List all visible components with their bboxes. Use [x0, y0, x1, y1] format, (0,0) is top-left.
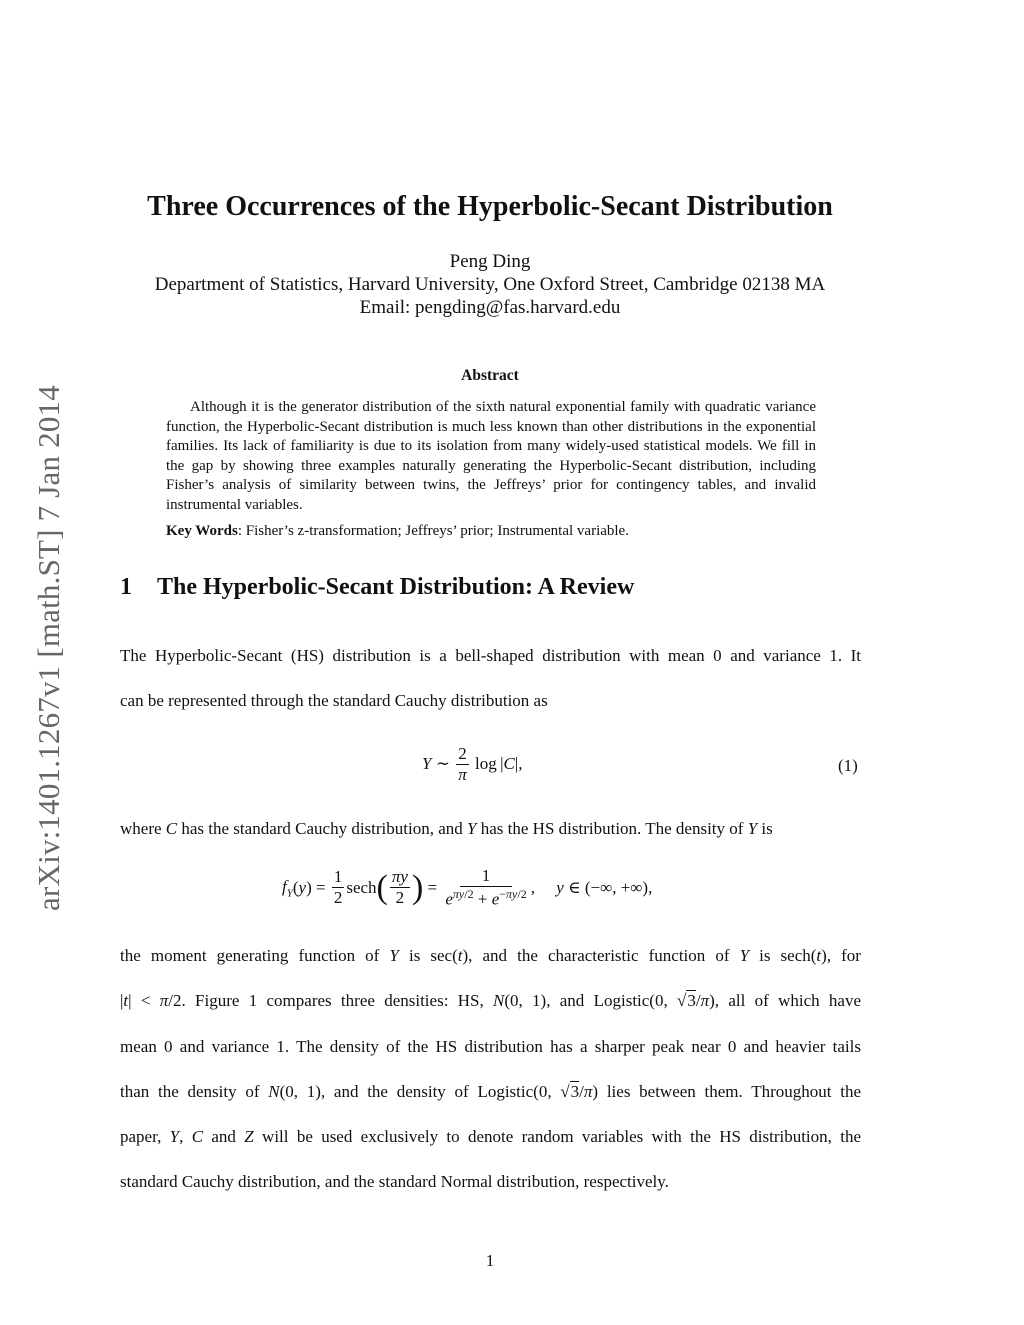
author-email: Email: pengding@fas.harvard.edu: [359, 297, 621, 318]
paper-title: Three Occurrences of the Hyperbolic-Secant Distribution: [147, 191, 833, 222]
page-number: 1: [485, 1251, 495, 1270]
section-heading: [120, 574, 634, 601]
keywords-list: : Fisher’s z-transformation; Jeffreys’ prior; Instrumental variable.: [237, 523, 629, 539]
section-number: 1: [120, 574, 132, 600]
para1-line1: The Hyperbolic-Secant (HS) distribution is a bell-shaped distribution with mean 0 and variance 1. It: [120, 646, 861, 665]
para3-line4: than the density of N(0, 1), and the density of Logistic(0, √3/π) lies between them. Throughout the: [120, 1082, 861, 1101]
keywords: [166, 523, 816, 540]
equation-1-number: (1): [838, 756, 858, 775]
para3-line3: mean 0 and variance 1. The density of the HS distribution has a sharper peak near 0 and heavier tails: [120, 1037, 861, 1056]
para1-line2: can be represented through the standard Cauchy distribution as: [120, 691, 548, 710]
abstract-heading: Abstract: [461, 367, 519, 384]
arxiv-side-stamp: arXiv:1401.1267v1 [math.ST] 7 Jan 2014: [31, 385, 66, 911]
section-title: The Hyperbolic-Secant Distribution: A Review: [157, 574, 635, 600]
para3-line5: paper, Y, C and Z will be used exclusively to denote random variables with the HS distribution, the: [120, 1127, 861, 1146]
keywords-label: Key Words: [166, 523, 238, 539]
equation-1: Y ∼ $\frac{2}{\pi}$ log | C |,: [422, 744, 523, 784]
abstract-text: Although it is the generator distribution of the sixth natural exponential family with quadratic variance function, the Hyperbolic-Secant distribution is much less known than other distributions in the exponential families. Its lack of familiarity is due to its isolation from many widely-used statistical models. We fill in the gap by showing three examples naturally generating the Hyperbolic-Secant distribution, including Fisher’s analysis of similarity between twins, the Jeffreys’ prior for contingency tables, and invalid instrumental variables.: [166, 399, 816, 513]
para3-line2: |t| < π/2. Figure 1 compares three densities: HS, N(0, 1), and Logistic(0, √3/π), all of which have: [120, 991, 862, 1010]
para3-line6: standard Cauchy distribution, and the standard Normal distribution, respectively.: [120, 1172, 669, 1191]
density-equation: $f_Y$ ( y ) = $\frac{1}{2}$ sech ( $\frac{\pi y}{2}$ ) = $\frac{1}{e^{\pi y/2} + e^{-\pi y/2}}$ , y ∈ (−∞, +∞),: [282, 866, 653, 909]
author-affiliation: Department of Statistics, Harvard University, One Oxford Street, Cambridge 02138 MA: [154, 274, 826, 295]
para3-line1: the moment generating function of Y is sec(t), and the characteristic function of Y is sech(t), for: [120, 946, 861, 965]
author-name: Peng Ding: [449, 251, 531, 272]
para2: where C has the standard Cauchy distribution, and Y has the HS distribution. The density of Y is: [120, 819, 773, 838]
